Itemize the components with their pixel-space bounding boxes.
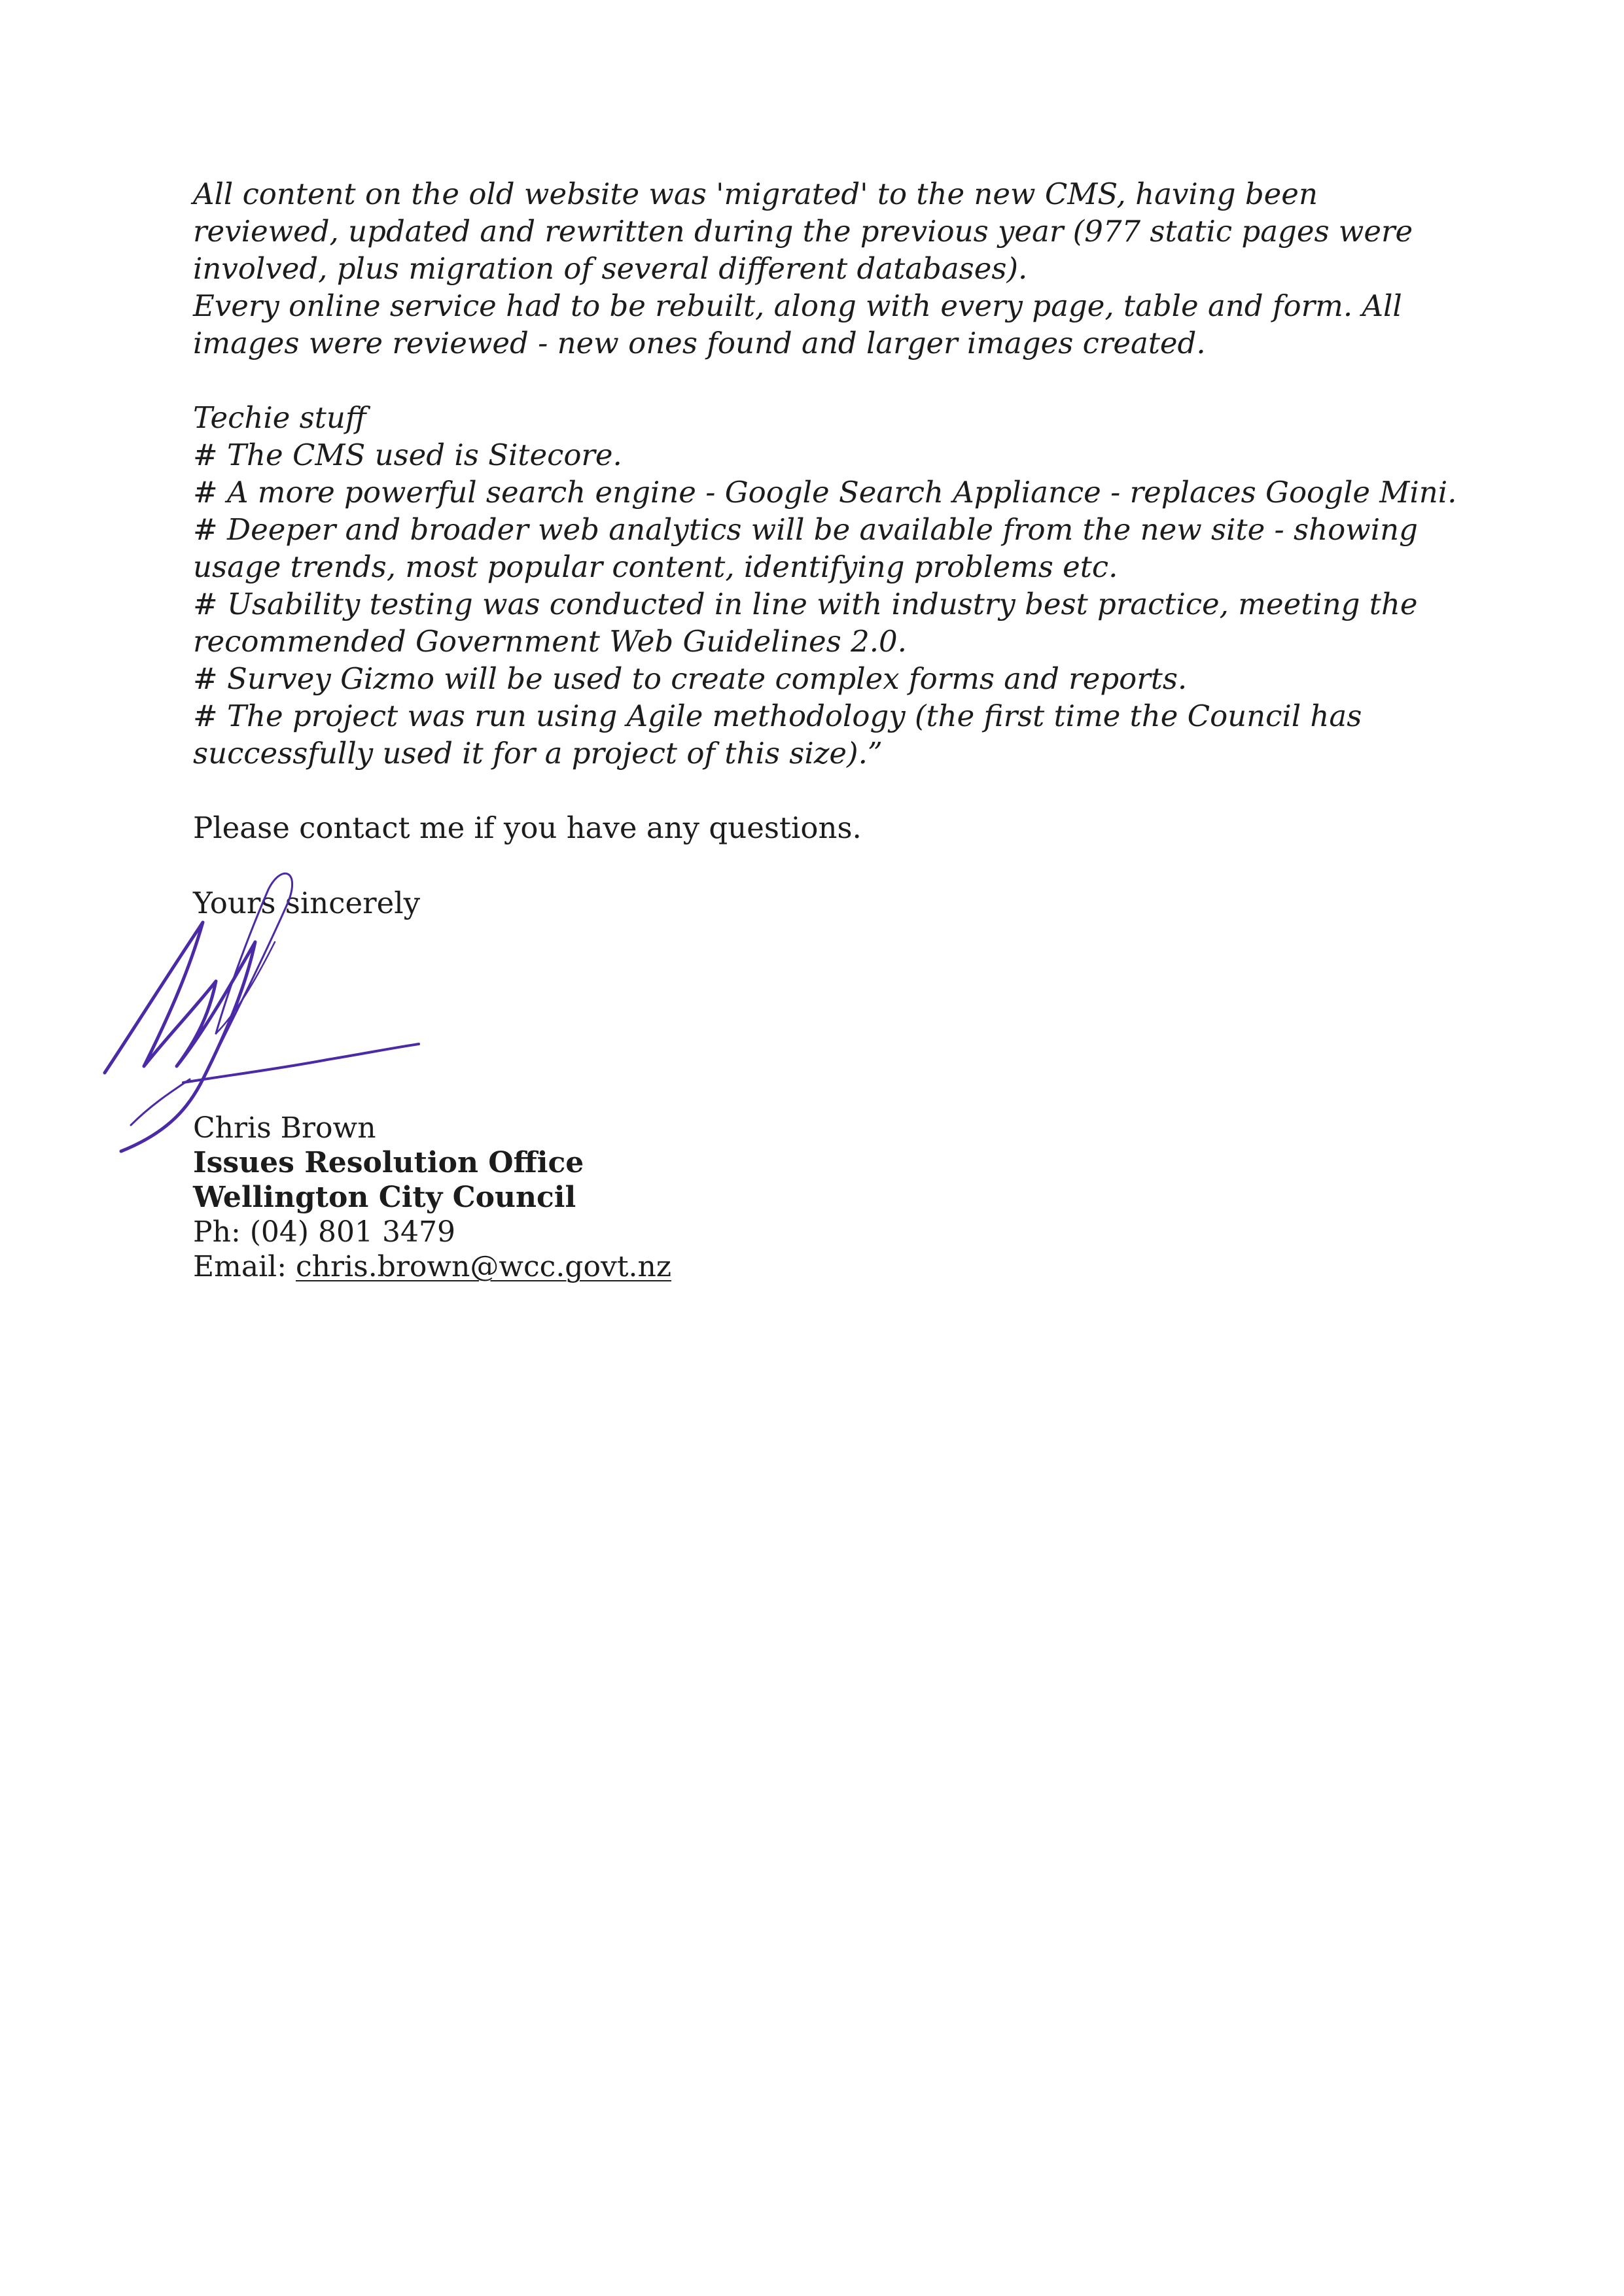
office-name: Issues Resolution Office (193, 1146, 584, 1179)
email-label: Email: (193, 1250, 296, 1283)
email-link[interactable]: chris.brown@wcc.govt.nz (296, 1250, 672, 1283)
body-line: reviewed, updated and rewritten during the previous year (977 static pages were (193, 214, 1413, 249)
paragraph-migration (193, 175, 1489, 362)
signature-block (193, 1111, 671, 1284)
section-heading: Techie stuff (193, 400, 366, 435)
email-row (193, 1249, 671, 1284)
letter-body (193, 175, 1489, 772)
body-line: All content on the old website was 'migrated' to the new CMS, having been (193, 177, 1318, 211)
phone-number: Ph: (04) 801 3479 (193, 1215, 456, 1249)
body-line: recommended Government Web Guidelines 2.0. (193, 624, 907, 659)
signatory-name: Chris Brown (193, 1111, 376, 1145)
organisation-name: Wellington City Council (193, 1181, 576, 1214)
paragraph-techie-stuff (193, 399, 1489, 772)
contact-line: Please contact me if you have any questions. (193, 810, 862, 845)
body-line: # The CMS used is Sitecore. (193, 438, 622, 472)
body-line: # Survey Gizmo will be used to create complex forms and reports. (193, 661, 1188, 696)
body-line: images were reviewed - new ones found and larger images created. (193, 326, 1206, 360)
body-line: # Deeper and broader web analytics will be available from the new site - showing (193, 512, 1418, 547)
body-line: usage trends, most popular content, identifying problems etc. (193, 549, 1118, 584)
body-line: # The project was run using Agile methodology (the first time the Council has (193, 699, 1362, 733)
signature-icon (92, 818, 445, 1158)
body-line: involved, plus migration of several different databases). (193, 251, 1028, 286)
closing: Yours sincerely (193, 886, 421, 920)
body-line: # Usability testing was conducted in line with industry best practice, meeting the (193, 587, 1418, 621)
body-line: successfully used it for a project of this size).” (193, 736, 883, 771)
body-line: # A more powerful search engine - Google Search Appliance - replaces Google Mini. (193, 475, 1457, 510)
body-line: Every online service had to be rebuilt, along with every page, table and form. All (193, 288, 1402, 323)
